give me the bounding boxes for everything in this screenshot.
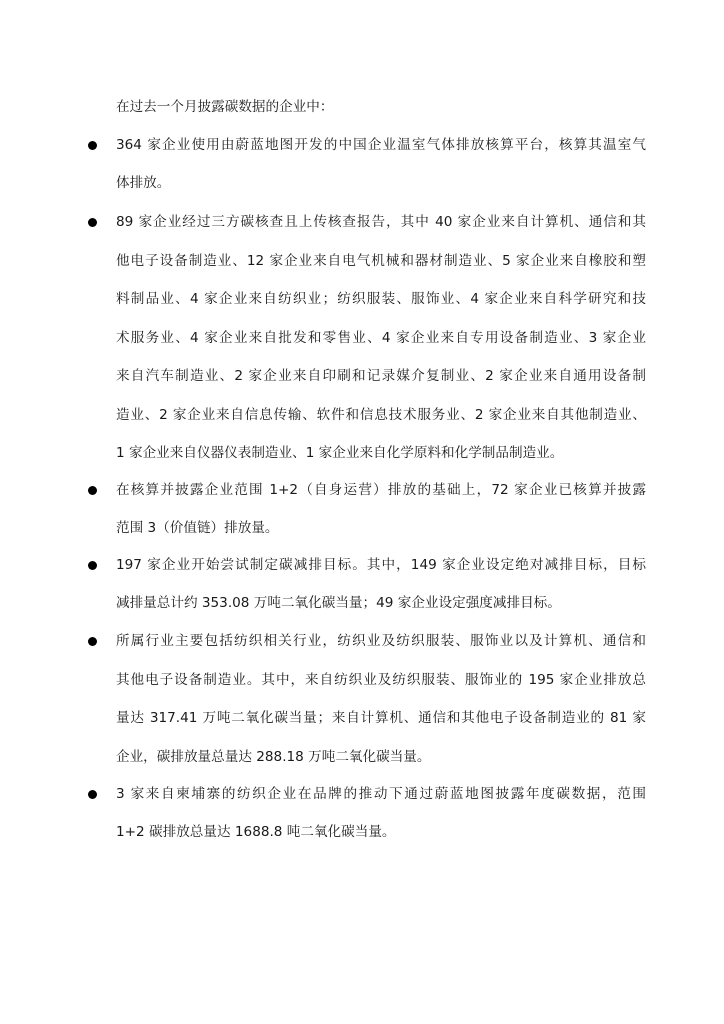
bullet-line: 364 家企业使用由蔚蓝地图开发的中国企业温室气体排放核算平台，核算其温室气 [116,137,646,153]
bullet-line: 所属行业主要包括纺织相关行业，纺织业及纺织服装、服饰业以及计算机、通信和 [116,633,646,649]
bullet-line: 料制品业、4 家企业来自纺织业；纺织服装、服饰业、4 家企业来自科学研究和技 [116,291,646,307]
bullet-dot-icon [88,486,97,495]
bullet-line: 3 家来自柬埔寨的纺织企业在品牌的推动下通过蔚蓝地图披露年度碳数据，范围 [116,786,646,802]
bullet-dot-icon [88,637,97,646]
bullet-dot-icon [88,561,97,570]
bullet-dot-icon [88,218,97,227]
bullet-line: 1+2 碳排放总量达 1688.8 吨二氧化碳当量。 [116,824,396,840]
bullet-line: 来自汽车制造业、2 家企业来自印刷和记录媒介复制业、2 家企业来自通用设备制 [116,368,646,384]
intro-paragraph: 在过去一个月披露碳数据的企业中： [116,99,334,115]
bullet-line: 术服务业、4 家企业来自批发和零售业、4 家企业来自专用设备制造业、3 家企业 [116,329,646,346]
bullet-dot-icon [88,790,97,799]
bullet-line: 减排量总计约 353.08 万吨二氧化碳当量；49 家企业设定强度减排目标。 [116,595,561,611]
bullet-line: 在核算并披露企业范围 1+2（自身运营）排放的基础上，72 家企业已核算并披露 [116,482,646,498]
bullet-line: 造业、2 家企业来自信息传输、软件和信息技术服务业、2 家企业来自其他制造业、 [116,406,646,423]
bullet-line: 他电子设备制造业、12 家企业来自电气机械和器材制造业、5 家企业来自橡胶和塑 [116,252,646,269]
bullet-line: 体排放。 [116,175,171,191]
bullet-line: 89 家企业经过三方碳核查且上传核查报告，其中 40 家企业来自计算机、通信和其 [116,214,646,230]
bullet-line: 量达 317.41 万吨二氧化碳当量；来自计算机、通信和其他电子设备制造业的 81 家 [116,710,646,726]
bullet-line: 范围 3（价值链）排放量。 [116,520,279,536]
bullet-line: 其他电子设备制造业。其中，来自纺织业及纺织服装、服饰业的 195 家企业排放总 [116,671,646,688]
bullet-line: 1 家企业来自仪器仪表制造业、1 家企业来自化学原料和化学制品制造业。 [116,445,564,461]
bullet-line: 197 家企业开始尝试制定碳减排目标。其中，149 家企业设定绝对减排目标，目标 [116,557,646,573]
bullet-dot-icon [88,141,97,150]
bullet-line: 企业，碳排放量总量达 288.18 万吨二氧化碳当量。 [116,748,431,765]
